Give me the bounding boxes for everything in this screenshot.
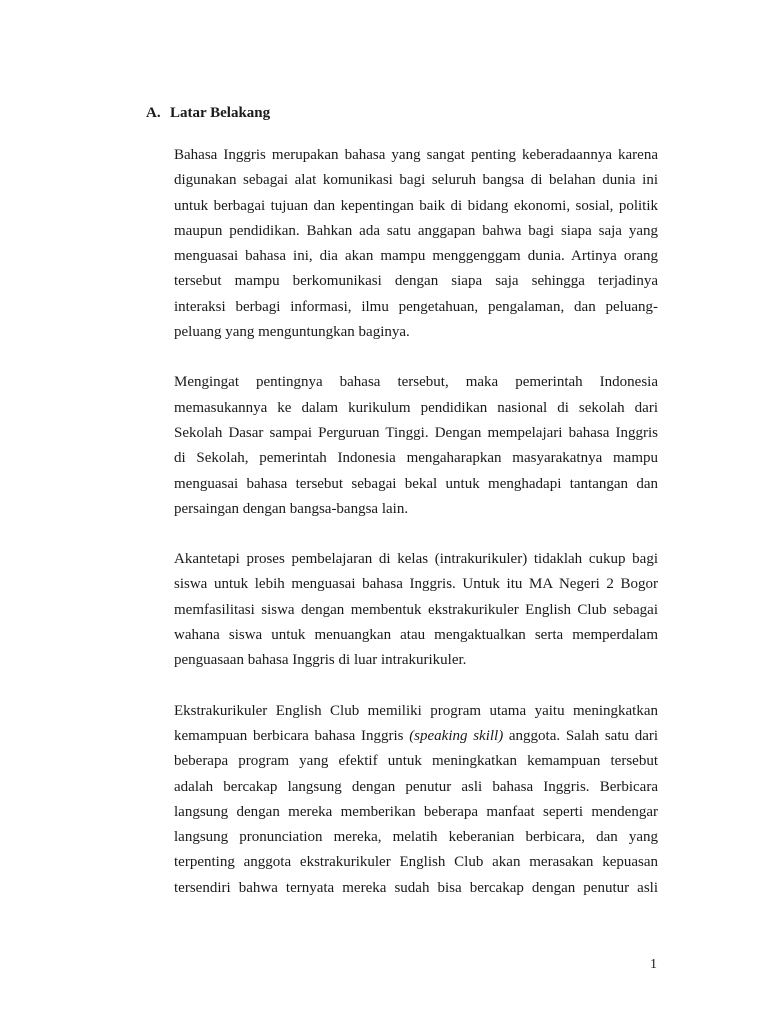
text-line: tersebut mampu berkomunikasi dengan siapa saja sehingga terjadinya [174, 273, 658, 290]
text-line: beberapa program yang efektif untuk meningkatkan kemampuan tersebut [174, 753, 658, 770]
text-line: menguasai bahasa ini, dia akan mampu menggenggam dunia. Artinya orang [174, 248, 658, 265]
text-line: adalah bercakap langsung dengan penutur asli bahasa Inggris. Berbicara [174, 778, 658, 795]
text-line: peluang yang menguntungkan baginya. [174, 324, 410, 341]
text-line: siswa untuk lebih menguasai bahasa Inggris. Untuk itu MA Negeri 2 Bogor [174, 576, 658, 593]
text-line: digunakan sebagai alat komunikasi bagi seluruh bangsa di belahan dunia ini [174, 172, 658, 189]
text-line: interaksi berbagi informasi, ilmu pengetahuan, pengalaman, dan peluang- [174, 298, 658, 315]
body-text [174, 143, 658, 926]
text-line: wahana siswa untuk menuangkan atau mengaktualkan serta memperdalam [174, 627, 658, 644]
text-line: langsung dengan mereka memberikan beberapa manfaat seperti mendengar [174, 803, 658, 820]
italic-term: (speaking skill) [409, 727, 504, 744]
text-line: penguasaan bahasa Inggris di luar intrakurikuler. [174, 652, 467, 669]
text-line: kemampuan berbicara bahasa Inggris (speaking skill) anggota. Salah satu dari [174, 727, 659, 744]
section-heading [146, 103, 270, 123]
paragraph-1 [174, 143, 658, 345]
text-line: tersendiri bahwa ternyata mereka sudah bisa bercakap dengan penutur asli [174, 879, 658, 896]
text-line: langsung pronunciation mereka, melatih keberanian berbicara, dan yang [174, 829, 658, 846]
text-line: terpenting anggota ekstrakurikuler English Club akan merasakan kepuasan [174, 854, 658, 871]
page-number: 1 [650, 957, 657, 972]
text-line: Ekstrakurikuler English Club memiliki program utama yaitu meningkatkan [174, 702, 658, 719]
text-line: Akantetapi proses pembelajaran di kelas (intrakurikuler) tidaklah cukup bagi [174, 551, 658, 568]
paragraph-4 [174, 699, 658, 901]
paragraph-2 [174, 370, 658, 522]
text-line: Sekolah Dasar sampai Perguruan Tinggi. Dengan mempelajari bahasa Inggris [174, 424, 658, 441]
text-line: untuk berbagai tujuan dan kepentingan baik di bidang ekonomi, sosial, politik [174, 197, 658, 214]
text-line: maupun pendidikan. Bahkan ada satu anggapan bahwa bagi siapa saja yang [174, 222, 658, 239]
paragraph-3 [174, 547, 658, 673]
text-line: Bahasa Inggris merupakan bahasa yang sangat penting keberadaannya karena [174, 147, 658, 163]
text-line: memfasilitasi siswa dengan membentuk ekstrakurikuler English Club sebagai [174, 601, 658, 618]
section-letter: A. [146, 105, 161, 121]
section-title: Latar Belakang [170, 105, 271, 121]
text-line: Mengingat pentingnya bahasa tersebut, maka pemerintah Indonesia [174, 374, 658, 391]
text-line: menguasai bahasa tersebut sebagai bekal untuk menghadapi tantangan dan [174, 475, 658, 492]
text-line: memasukannya ke dalam kurikulum pendidikan nasional di sekolah dari [174, 399, 658, 416]
text-line: di Sekolah, pemerintah Indonesia mengaharapkan masyarakatnya mampu [174, 450, 658, 467]
text-line: persaingan dengan bangsa-bangsa lain. [174, 500, 409, 517]
